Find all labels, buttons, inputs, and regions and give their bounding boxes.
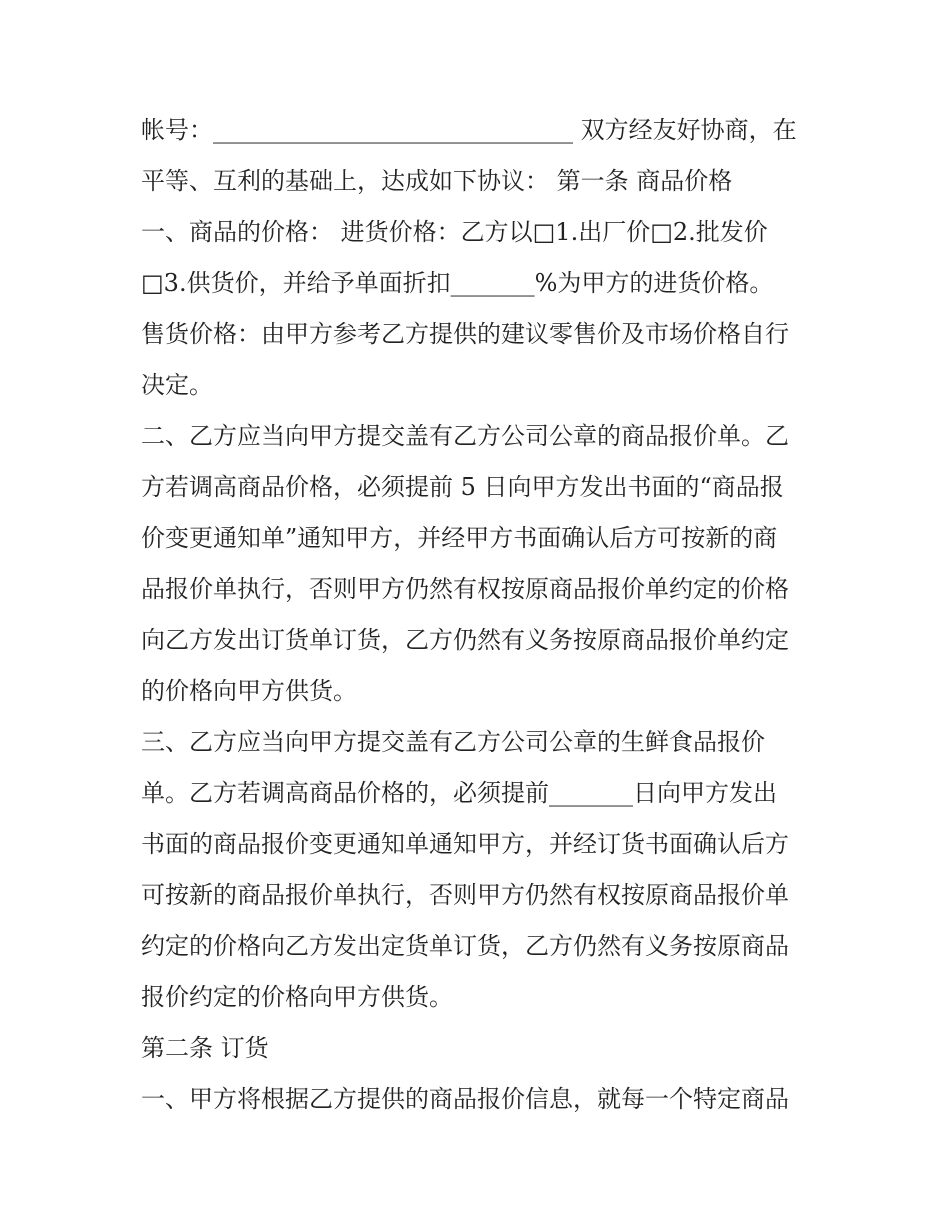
section-heading: 第二条 订货 [141,1034,269,1062]
text-line: 一、甲方将根据乙方提供的商品报价信息，就每一个特定商品 [141,1085,789,1113]
text-line: 决定。 [141,371,213,399]
text-line: 向乙方发出订货单订货，乙方仍然有义务按原商品报价单约定 [141,626,789,654]
text-line: 价变更通知单”通知甲方，并经甲方书面确认后方可按新的商 [141,524,778,552]
text-line: 三、乙方应当向甲方提交盖有乙方公司公章的生鲜食品报价 [141,728,765,756]
text-line: 品报价单执行，否则甲方仍然有权按原商品报价单约定的价格 [141,575,789,603]
text-line: 报价约定的价格向甲方供货。 [141,983,453,1011]
text-line: 单。乙方若调高商品价格的，必须提前_______日向甲方发出 [141,779,777,807]
text-line: 二、乙方应当向甲方提交盖有乙方公司公章的商品报价单。乙 [141,422,789,450]
text-line: 帐号：______________________________ 双方经友好协商，在 [141,116,797,144]
text-line: 书面的商品报价变更通知单通知甲方，并经订货书面确认后方 [141,830,789,858]
text-line: 平等、互利的基础上，达成如下协议： 第一条 商品价格 [141,167,733,195]
text-line: 约定的价格向乙方发出定货单订货，乙方仍然有义务按原商品 [141,932,789,960]
text-line: 可按新的商品报价单执行，否则甲方仍然有权按原商品报价单 [141,881,789,909]
text-line: 一、商品的价格： 进货价格：乙方以□1.出厂价□2.批发价 [141,218,768,246]
document-body [141,105,816,1125]
text-line: □3.供货价，并给予单面折扣_______%为甲方的进货价格。 [141,269,774,297]
text-line: 售货价格：由甲方参考乙方提供的建议零售价及市场价格自行 [141,320,789,348]
text-line: 方若调高商品价格，必须提前 5 日向甲方发出书面的“商品报 [141,473,784,501]
text-line: 的价格向甲方供货。 [141,677,357,705]
